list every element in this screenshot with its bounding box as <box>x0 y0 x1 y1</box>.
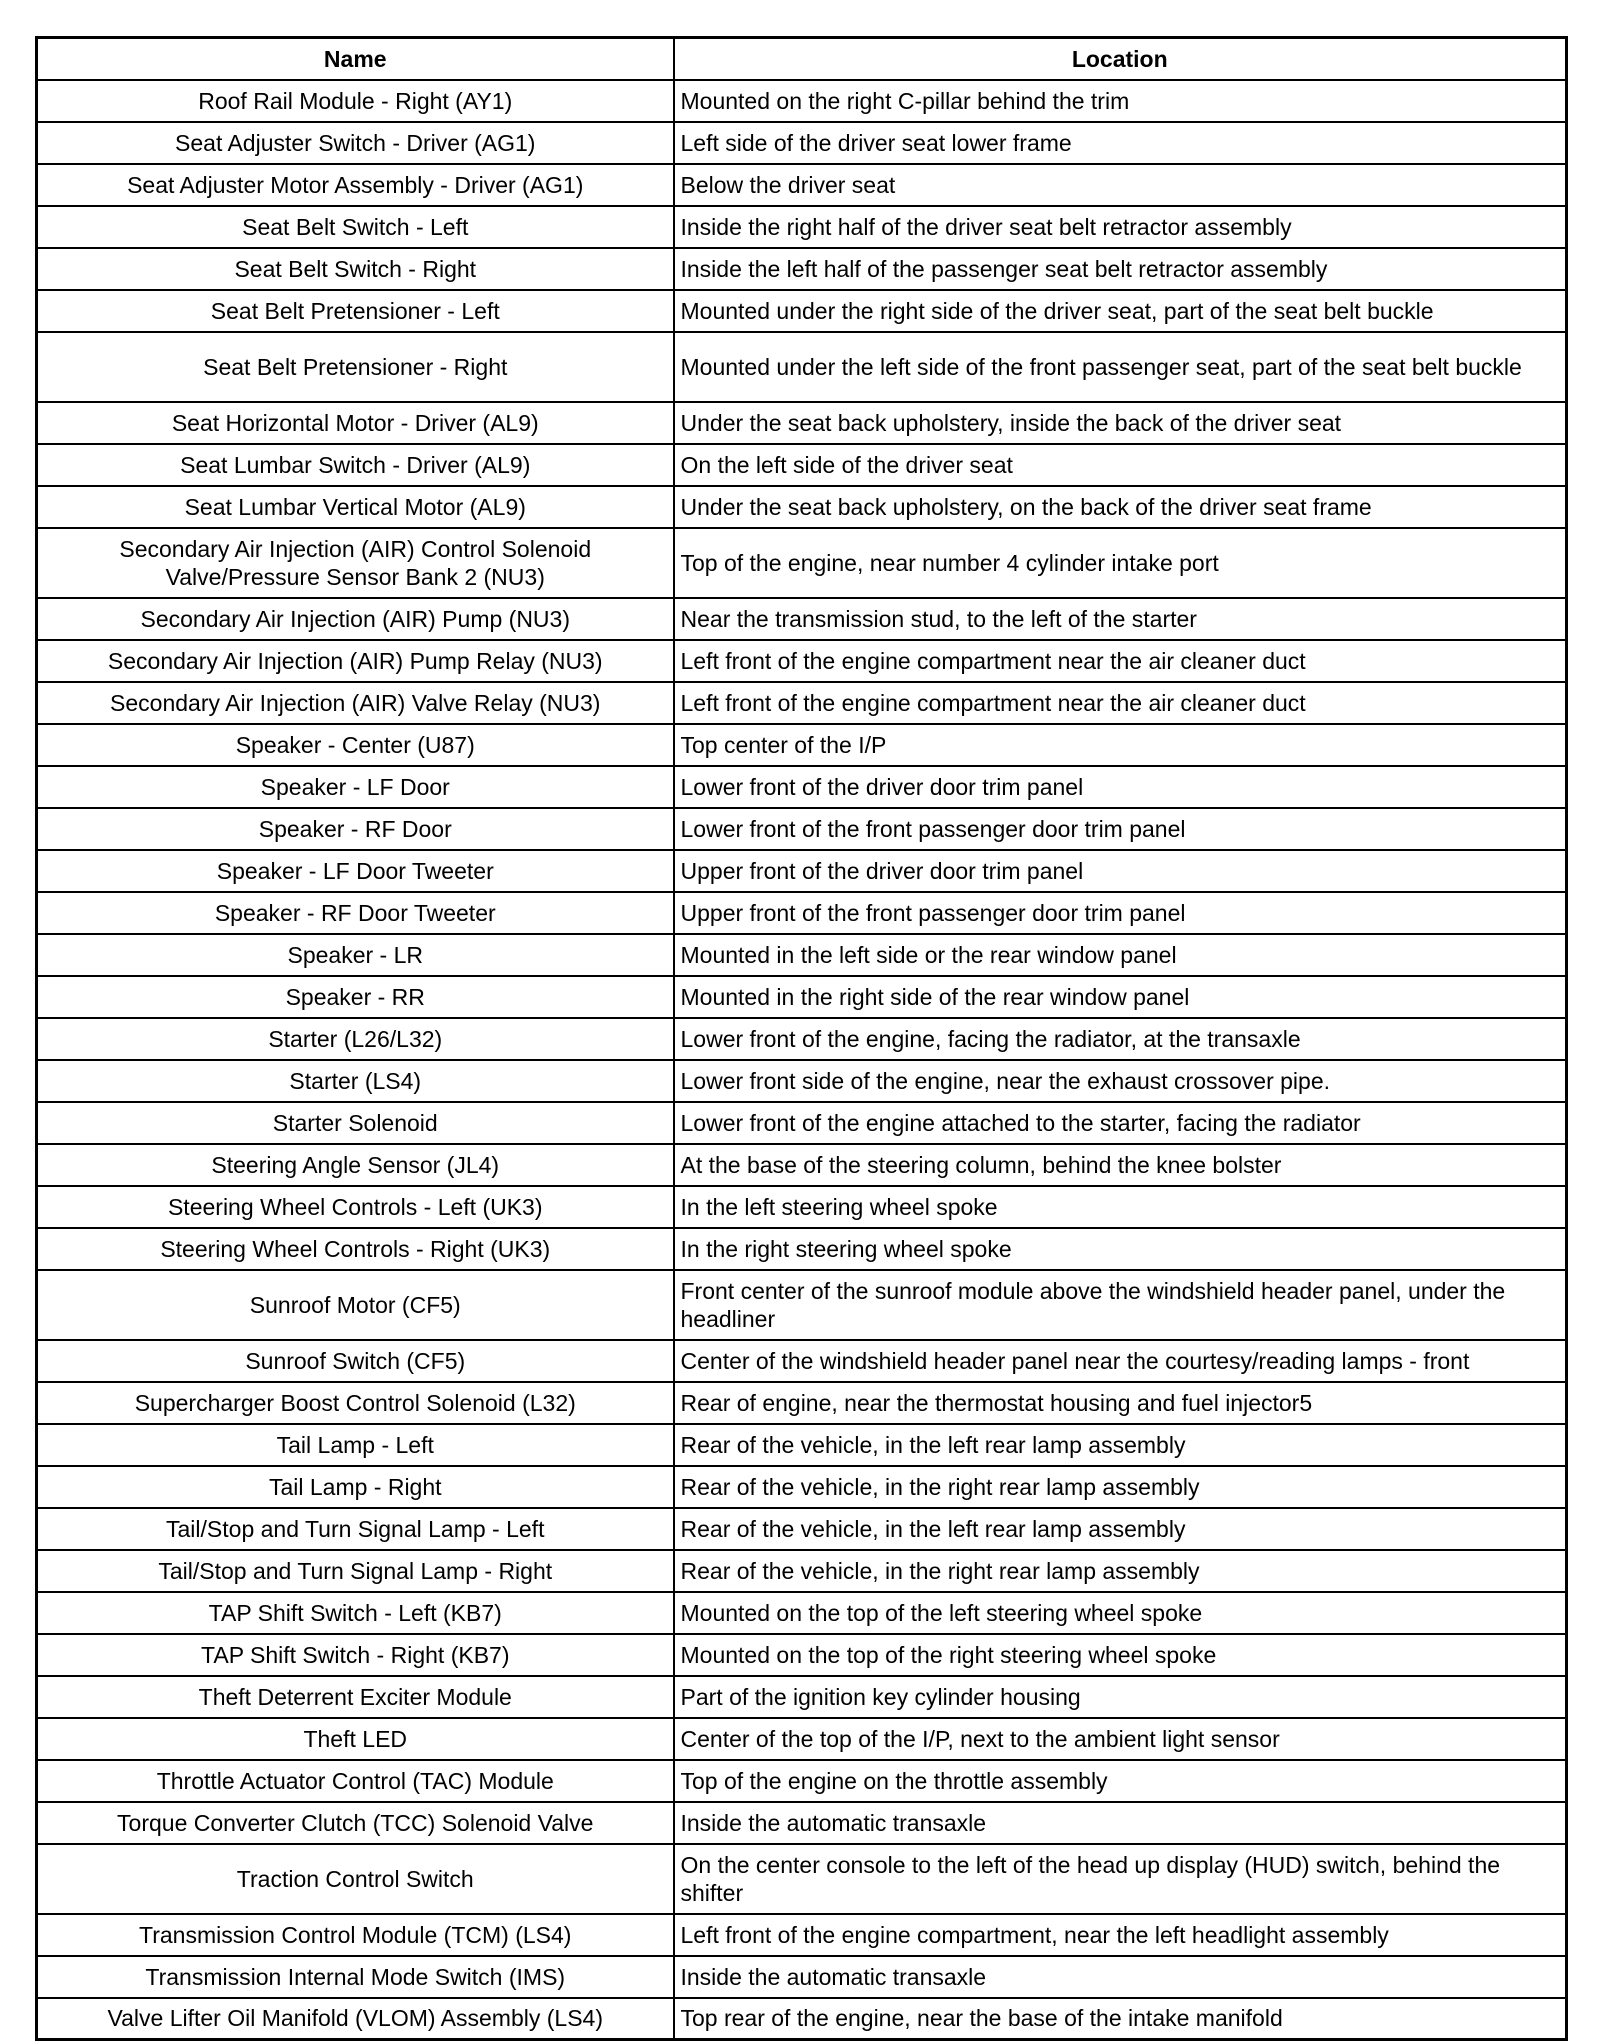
component-location-cell: Front center of the sunroof module above the windshield header panel, under the headliner <box>674 1270 1567 1340</box>
component-name-cell: Seat Belt Pretensioner - Left <box>37 290 674 332</box>
table-row <box>37 1676 1567 1718</box>
component-name-cell: Speaker - LF Door Tweeter <box>37 850 674 892</box>
component-name-cell: Steering Wheel Controls - Left (UK3) <box>37 1186 674 1228</box>
table-row <box>37 402 1567 444</box>
table-row <box>37 248 1567 290</box>
table-row <box>37 486 1567 528</box>
component-location-cell: Inside the automatic transaxle <box>674 1956 1567 1998</box>
component-location-cell: Rear of engine, near the thermostat housing and fuel injector5 <box>674 1382 1567 1424</box>
table-row <box>37 976 1567 1018</box>
table-row <box>37 1802 1567 1844</box>
table-row <box>37 1998 1567 2040</box>
component-location-cell: Mounted on the top of the right steering wheel spoke <box>674 1634 1567 1676</box>
component-name-cell: Tail/Stop and Turn Signal Lamp - Right <box>37 1550 674 1592</box>
component-name-cell: Sunroof Switch (CF5) <box>37 1340 674 1382</box>
component-location-cell: Rear of the vehicle, in the left rear lamp assembly <box>674 1508 1567 1550</box>
component-location-cell: Below the driver seat <box>674 164 1567 206</box>
component-location-cell: Mounted on the top of the left steering wheel spoke <box>674 1592 1567 1634</box>
table-body <box>37 80 1567 2040</box>
component-name-cell: Secondary Air Injection (AIR) Control Solenoid Valve/Pressure Sensor Bank 2 (NU3) <box>37 528 674 598</box>
table-row <box>37 1382 1567 1424</box>
component-location-cell: Lower front side of the engine, near the exhaust crossover pipe. <box>674 1060 1567 1102</box>
component-location-cell: Left front of the engine compartment near the air cleaner duct <box>674 682 1567 724</box>
table-row <box>37 1844 1567 1914</box>
component-name-cell: Tail/Stop and Turn Signal Lamp - Left <box>37 1508 674 1550</box>
component-location-cell: Under the seat back upholstery, inside the back of the driver seat <box>674 402 1567 444</box>
component-name-cell: Speaker - Center (U87) <box>37 724 674 766</box>
component-location-cell: Under the seat back upholstery, on the back of the driver seat frame <box>674 486 1567 528</box>
table-row <box>37 1270 1567 1340</box>
table-row <box>37 1592 1567 1634</box>
table-row <box>37 1186 1567 1228</box>
component-name-cell: Seat Adjuster Switch - Driver (AG1) <box>37 122 674 164</box>
component-name-cell: Tail Lamp - Left <box>37 1424 674 1466</box>
table-row <box>37 766 1567 808</box>
component-location-cell: Lower front of the engine attached to the starter, facing the radiator <box>674 1102 1567 1144</box>
component-name-cell: Speaker - RF Door Tweeter <box>37 892 674 934</box>
table-row <box>37 1144 1567 1186</box>
component-name-cell: Seat Lumbar Vertical Motor (AL9) <box>37 486 674 528</box>
component-name-cell: Theft LED <box>37 1718 674 1760</box>
component-location-cell: Upper front of the front passenger door trim panel <box>674 892 1567 934</box>
component-location-cell: Upper front of the driver door trim panel <box>674 850 1567 892</box>
component-name-cell: Tail Lamp - Right <box>37 1466 674 1508</box>
component-location-cell: Center of the top of the I/P, next to the ambient light sensor <box>674 1718 1567 1760</box>
component-name-cell: Throttle Actuator Control (TAC) Module <box>37 1760 674 1802</box>
component-location-cell: Mounted in the right side of the rear window panel <box>674 976 1567 1018</box>
component-location-cell: Mounted on the right C-pillar behind the trim <box>674 80 1567 122</box>
table-row <box>37 1760 1567 1802</box>
table-row <box>37 934 1567 976</box>
table-row <box>37 1018 1567 1060</box>
table-row <box>37 1340 1567 1382</box>
table-row <box>37 892 1567 934</box>
component-location-cell: Inside the left half of the passenger seat belt retractor assembly <box>674 248 1567 290</box>
table-row <box>37 640 1567 682</box>
component-name-cell: Starter Solenoid <box>37 1102 674 1144</box>
table-row <box>37 1550 1567 1592</box>
component-location-cell: Inside the automatic transaxle <box>674 1802 1567 1844</box>
component-location-table <box>35 36 1568 2041</box>
component-name-cell: Torque Converter Clutch (TCC) Solenoid Valve <box>37 1802 674 1844</box>
table-row <box>37 332 1567 402</box>
component-name-cell: Theft Deterrent Exciter Module <box>37 1676 674 1718</box>
component-name-cell: Valve Lifter Oil Manifold (VLOM) Assembly (LS4) <box>37 1998 674 2040</box>
component-name-cell: TAP Shift Switch - Left (KB7) <box>37 1592 674 1634</box>
component-name-cell: Secondary Air Injection (AIR) Pump Relay (NU3) <box>37 640 674 682</box>
table-row <box>37 1914 1567 1956</box>
component-location-cell: Lower front of the engine, facing the radiator, at the transaxle <box>674 1018 1567 1060</box>
name-column-header: Name <box>37 38 674 80</box>
table-row <box>37 1424 1567 1466</box>
header-row <box>37 38 1567 80</box>
location-column-header: Location <box>674 38 1567 80</box>
component-name-cell: Roof Rail Module - Right (AY1) <box>37 80 674 122</box>
table-row <box>37 1102 1567 1144</box>
component-location-cell: Rear of the vehicle, in the right rear lamp assembly <box>674 1466 1567 1508</box>
component-name-cell: Secondary Air Injection (AIR) Valve Relay (NU3) <box>37 682 674 724</box>
component-location-cell: Mounted under the right side of the driver seat, part of the seat belt buckle <box>674 290 1567 332</box>
table-row <box>37 206 1567 248</box>
component-location-cell: Mounted under the left side of the front passenger seat, part of the seat belt buckle <box>674 332 1567 402</box>
component-name-cell: Starter (LS4) <box>37 1060 674 1102</box>
component-name-cell: Seat Belt Switch - Right <box>37 248 674 290</box>
table-row <box>37 1956 1567 1998</box>
component-location-cell: On the center console to the left of the head up display (HUD) switch, behind the shifter <box>674 1844 1567 1914</box>
component-location-cell: Top of the engine on the throttle assembly <box>674 1760 1567 1802</box>
table-row <box>37 1466 1567 1508</box>
table-row <box>37 1060 1567 1102</box>
component-location-cell: Rear of the vehicle, in the left rear lamp assembly <box>674 1424 1567 1466</box>
table-row <box>37 122 1567 164</box>
component-name-cell: Supercharger Boost Control Solenoid (L32) <box>37 1382 674 1424</box>
table-row <box>37 80 1567 122</box>
component-location-cell: Rear of the vehicle, in the right rear lamp assembly <box>674 1550 1567 1592</box>
component-name-cell: Secondary Air Injection (AIR) Pump (NU3) <box>37 598 674 640</box>
table-row <box>37 682 1567 724</box>
component-location-cell: Inside the right half of the driver seat belt retractor assembly <box>674 206 1567 248</box>
table-row <box>37 444 1567 486</box>
component-location-cell: Left side of the driver seat lower frame <box>674 122 1567 164</box>
component-location-cell: At the base of the steering column, behind the knee bolster <box>674 1144 1567 1186</box>
component-location-cell: Left front of the engine compartment, near the left headlight assembly <box>674 1914 1567 1956</box>
component-name-cell: Sunroof Motor (CF5) <box>37 1270 674 1340</box>
component-name-cell: Seat Horizontal Motor - Driver (AL9) <box>37 402 674 444</box>
component-location-cell: Top rear of the engine, near the base of the intake manifold <box>674 1998 1567 2040</box>
component-name-cell: Speaker - RR <box>37 976 674 1018</box>
table-row <box>37 724 1567 766</box>
component-name-cell: Seat Belt Switch - Left <box>37 206 674 248</box>
component-location-cell: Lower front of the front passenger door trim panel <box>674 808 1567 850</box>
component-name-cell: Seat Adjuster Motor Assembly - Driver (AG1) <box>37 164 674 206</box>
component-location-cell: Center of the windshield header panel near the courtesy/reading lamps - front <box>674 1340 1567 1382</box>
component-name-cell: Transmission Internal Mode Switch (IMS) <box>37 1956 674 1998</box>
component-location-cell: Part of the ignition key cylinder housing <box>674 1676 1567 1718</box>
component-location-cell: In the right steering wheel spoke <box>674 1228 1567 1270</box>
table-row <box>37 164 1567 206</box>
table-row <box>37 528 1567 598</box>
component-location-cell: Lower front of the driver door trim panel <box>674 766 1567 808</box>
component-location-cell: Near the transmission stud, to the left of the starter <box>674 598 1567 640</box>
table-row <box>37 808 1567 850</box>
component-location-cell: In the left steering wheel spoke <box>674 1186 1567 1228</box>
component-location-cell: Mounted in the left side or the rear window panel <box>674 934 1567 976</box>
table-row <box>37 1634 1567 1676</box>
component-name-cell: Speaker - LF Door <box>37 766 674 808</box>
table-row <box>37 598 1567 640</box>
table-row <box>37 1508 1567 1550</box>
component-location-cell: On the left side of the driver seat <box>674 444 1567 486</box>
component-name-cell: Traction Control Switch <box>37 1844 674 1914</box>
component-name-cell: Transmission Control Module (TCM) (LS4) <box>37 1914 674 1956</box>
component-location-cell: Top center of the I/P <box>674 724 1567 766</box>
component-name-cell: TAP Shift Switch - Right (KB7) <box>37 1634 674 1676</box>
table-row <box>37 290 1567 332</box>
table-row <box>37 1718 1567 1760</box>
component-location-cell: Left front of the engine compartment near the air cleaner duct <box>674 640 1567 682</box>
component-name-cell: Seat Lumbar Switch - Driver (AL9) <box>37 444 674 486</box>
component-name-cell: Starter (L26/L32) <box>37 1018 674 1060</box>
component-name-cell: Steering Wheel Controls - Right (UK3) <box>37 1228 674 1270</box>
component-name-cell: Speaker - LR <box>37 934 674 976</box>
component-location-cell: Top of the engine, near number 4 cylinder intake port <box>674 528 1567 598</box>
table-row <box>37 1228 1567 1270</box>
component-name-cell: Speaker - RF Door <box>37 808 674 850</box>
component-name-cell: Seat Belt Pretensioner - Right <box>37 332 674 402</box>
component-name-cell: Steering Angle Sensor (JL4) <box>37 1144 674 1186</box>
table-row <box>37 850 1567 892</box>
